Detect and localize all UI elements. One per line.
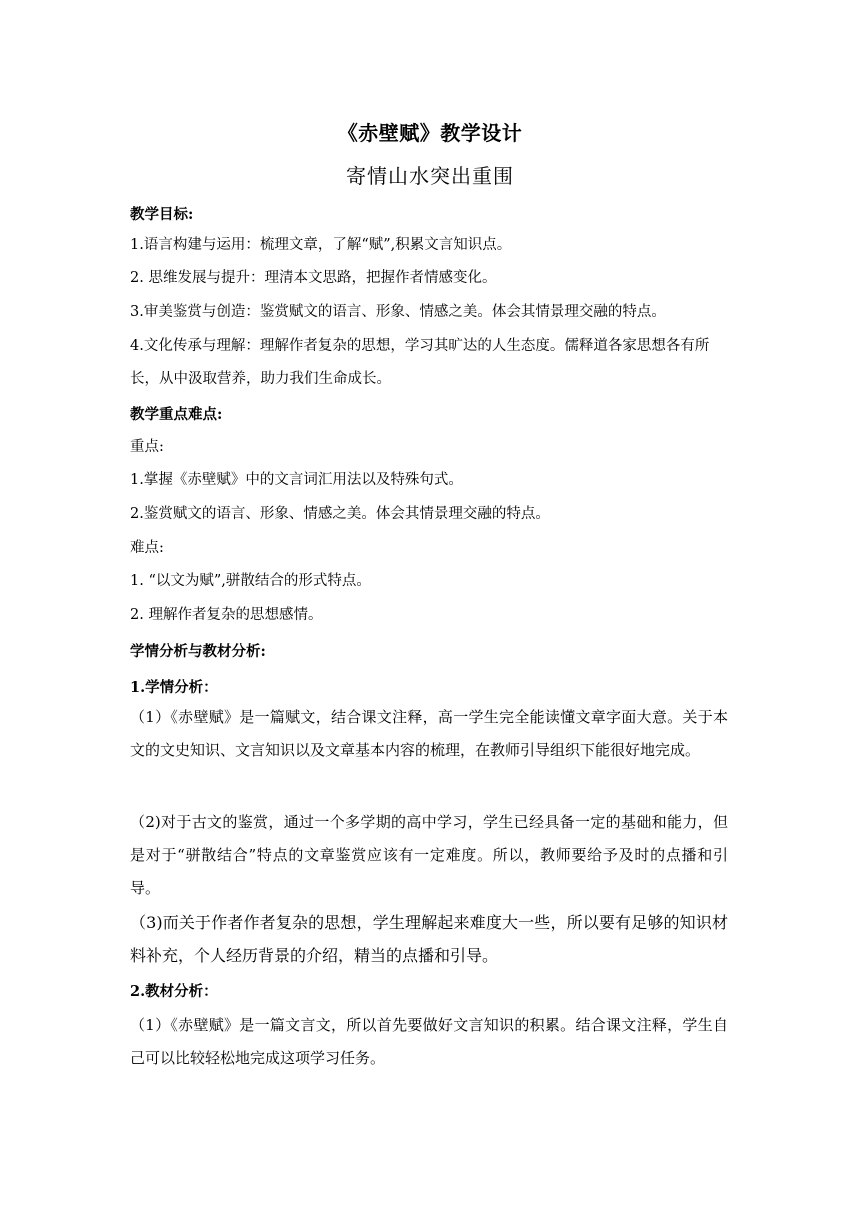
objective-item: 2. 思维发展与提升：理清本文思路，把握作者情感变化。: [130, 270, 497, 286]
student-analysis-paragraph: （3)而关于作者作者复杂的思想，学生理解起来难度大一些，所以要有足够的知识材料补充，个人经历背景的介绍，精当的点播和引导。: [130, 913, 728, 965]
difficult-label: 难点:: [130, 540, 164, 556]
student-analysis-paragraph: （1）《赤壁赋》是一篇赋文，结合课文注释，高一学生完全能读懂文章字面大意。关于本文的文史知识、文言知识以及文章基本内容的梳理，在教师引导组织下能很好地完成。: [130, 708, 728, 759]
objectives-heading: 教学目标:: [130, 206, 194, 223]
student-analysis-heading: 1.学情分析：: [130, 679, 218, 696]
student-analysis-paragraph: （2)对于古文的鉴赏，通过一个多学期的高中学习，学生已经具备一定的基础和能力，但是对于“骈散结合”特点的文章鉴赏应该有一定难度。所以，教师要给予及时的点播和引导。: [130, 813, 728, 897]
key-label: 重点:: [130, 439, 164, 455]
objective-item: 1.语言构建与运用：梳理文章，了解“赋”,积累文言知识点。: [130, 237, 512, 253]
difficult-point-item: 1. “以文为赋”,骈散结合的形式特点。: [130, 573, 371, 589]
key-point-item: 1.掌握《赤壁赋》中的文言词汇用法以及特殊句式。: [130, 472, 463, 488]
textbook-analysis-paragraph: （1）《赤壁赋》是一篇文言文，所以首先要做好文言知识的积累。结合课文注释，学生自己可以比较轻松地完成这项学习任务。: [130, 1016, 728, 1067]
objective-item: 4.文化传承与理解：理解作者复杂的思想，学习其旷达的人生态度。儒释道各家思想各有所长，从中汲取营养，助力我们生命成长。: [130, 338, 710, 387]
document-title: 《赤壁赋》教学设计: [337, 121, 523, 145]
objective-item: 3.审美鉴赏与创造：鉴赏赋文的语言、形象、情感之美。体会其情景理交融的特点。: [130, 304, 666, 320]
document-subtitle: 寄情山水突出重围: [346, 164, 514, 188]
difficult-point-item: 2. 理解作者复杂的思想感情。: [130, 607, 323, 623]
key-point-item: 2.鉴赏赋文的语言、形象、情感之美。体会其情景理交融的特点。: [130, 506, 550, 522]
analysis-heading: 学情分析与教材分析:: [130, 643, 266, 660]
key-difficult-heading: 教学重点难点:: [130, 406, 223, 423]
textbook-analysis-heading: 2.教材分析：: [130, 983, 218, 1000]
